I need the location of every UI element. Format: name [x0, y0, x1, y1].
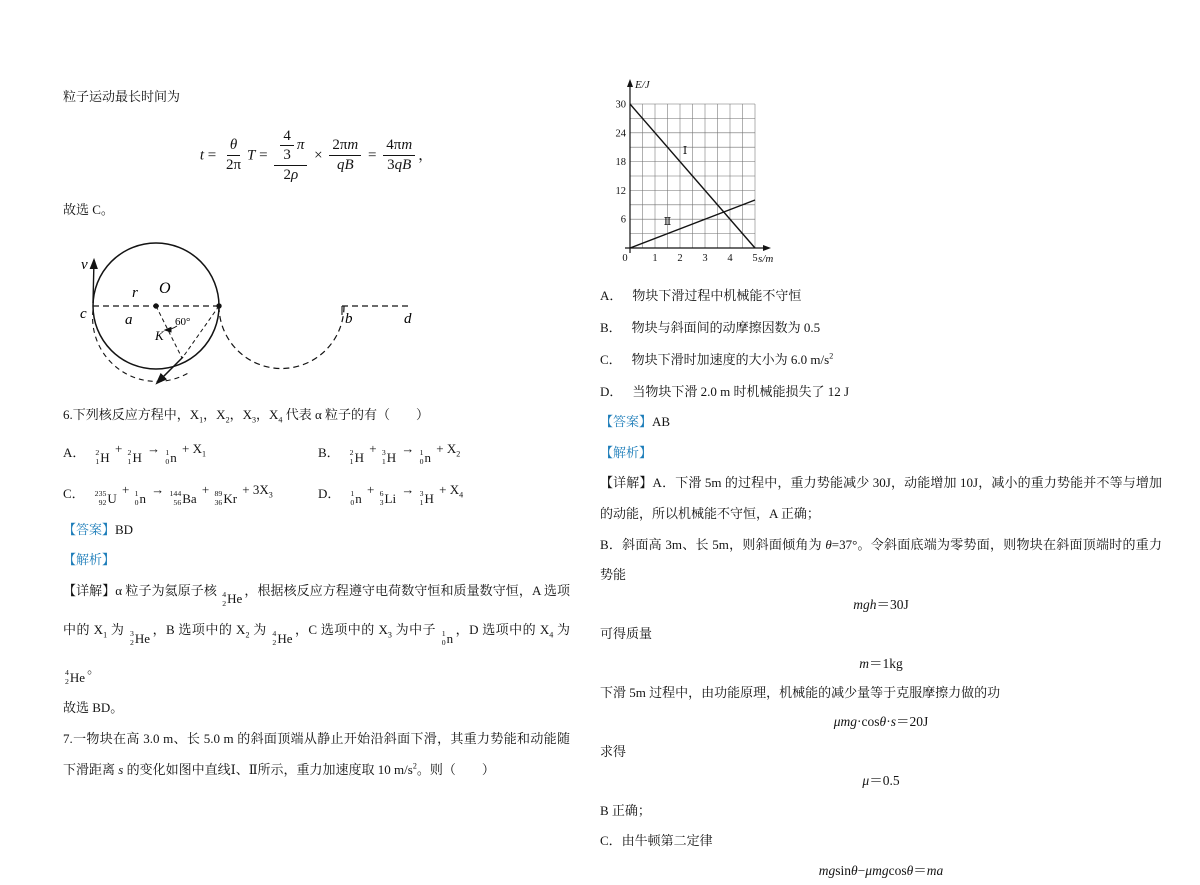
- y-axis-label: E/J: [635, 79, 650, 91]
- q7-option-b: [600, 312, 1162, 344]
- analysis-marker: 【解析】: [63, 552, 116, 568]
- label-a: a: [125, 312, 133, 329]
- option-label: C．: [600, 351, 622, 367]
- option-label: D．: [318, 486, 341, 502]
- x-axis-label: s/m: [758, 253, 774, 265]
- label-c: c: [80, 306, 87, 323]
- equation-mu: μ＝0.5: [862, 773, 900, 789]
- x-tick-label: 2: [677, 253, 683, 264]
- option-label: D．: [600, 383, 623, 399]
- label-d: d: [404, 311, 412, 328]
- choose-c-text: 故选 C。: [63, 201, 114, 217]
- answer-marker: 【答案】: [600, 414, 653, 430]
- right-column: [600, 76, 1162, 885]
- q6-option-c: [63, 474, 318, 515]
- equation-newton: mgsinθ−μmgcosθ＝ma: [818, 862, 944, 878]
- q7-options: [600, 280, 1162, 407]
- answer-value: BD: [115, 521, 134, 537]
- q7-answer-line: [600, 407, 1162, 438]
- x-axis-arrow: [763, 245, 771, 251]
- detail-text: α 粒子为氦原子核 4 2 He ，根据核反应方程遵守电荷数守恒和质量数守恒，A 选项中的 $X_1$ 为 3 2 He ，B 选项中的 $X_2$ 为 4 2 He ，C 选项中的 $X_3$ 为中子 1 0 n ，D 选项中的 $X_4$ 为 4 2 He 。: [63, 582, 571, 687]
- y-tick-label: 6: [620, 214, 626, 226]
- q6-detail: [63, 576, 570, 694]
- x-tick-label: 1: [652, 253, 658, 264]
- left-column: [63, 82, 570, 785]
- q6-stem: 6.下列核反应方程中，$X_1$，$X_2$，$X_3$，$X_4$ 代表 α 粒子的有（ ）: [63, 407, 429, 425]
- q7-stem: 7.一物块在高 3.0 m、长 5.0 m 的斜面顶端从静止开始沿斜面下滑，其重力势能和动能随下滑距离 s 的变化如图中直线Ⅰ、Ⅱ所示，重力加速度取 10 $m/s^2$。则（ ）: [63, 730, 570, 777]
- option-label: B．: [318, 445, 340, 461]
- q6-option-a: [63, 433, 318, 474]
- obtain-line: 求得: [600, 743, 627, 759]
- particle-trajectory-figure: [79, 233, 429, 398]
- option-label: C．: [63, 486, 85, 502]
- x-tick-label: 3: [702, 253, 708, 264]
- b-correct-line: B 正确；: [600, 802, 651, 818]
- option-label: A．: [600, 288, 623, 303]
- q6-option-b: [318, 433, 570, 474]
- option-label: B．: [600, 319, 622, 335]
- option-equation: 235 92 U + 1 0 n → 144 56 Ba + 89 36 Kr + $3X_3$: [94, 481, 273, 507]
- x-tick-label: 5: [752, 253, 758, 264]
- option-text: 物块下滑时加速度的大小为 6.0 $m/s^2$: [631, 351, 834, 367]
- q7-option-c: [600, 344, 1162, 376]
- right-dot: [216, 304, 221, 309]
- q7-option-d: [600, 376, 1162, 408]
- option-equation: 2 1 H + 3 1 H → 1 0 n + $X_2$: [349, 440, 461, 466]
- y-axis-arrow: [627, 79, 633, 87]
- y-tick-label: 24: [615, 128, 626, 140]
- option-text: 当物块下滑 2.0 m 时机械能损失了 12 J: [632, 383, 850, 399]
- x-tick-label: 4: [727, 253, 733, 264]
- analysis-marker: 【解析】: [600, 444, 653, 460]
- velocity-arrow: [93, 260, 94, 303]
- particle-time-text: 粒子运动最长时间为: [63, 89, 181, 104]
- y-tick-label: 18: [615, 157, 626, 169]
- q6-option-d: [318, 474, 570, 515]
- q6-analysis-line: [63, 545, 570, 576]
- q6-options: [63, 433, 570, 515]
- equation-mgh: mgh＝30J: [853, 596, 909, 612]
- y-tick-label: 30: [615, 99, 626, 111]
- q7-option-a: [600, 280, 1162, 312]
- center-dot: [153, 304, 158, 309]
- q6-answer-line: [63, 515, 570, 546]
- exit-velocity-arrow: [157, 357, 183, 383]
- q6-choose-line: 故选 BD。: [63, 700, 124, 716]
- option-text: 物块下滑过程中机械能不守恒: [632, 288, 802, 303]
- mass-line: 可得质量: [600, 626, 653, 641]
- c-line: C．由牛顿第二定律: [600, 833, 713, 849]
- option-equation: 1 0 n + 6 3 Li → 3 1 H + $X_4$: [350, 481, 464, 507]
- option-text: 物块与斜面间的动摩擦因数为 0.5: [631, 319, 821, 335]
- label-K: K: [155, 328, 164, 344]
- y-tick-label: 12: [615, 185, 626, 197]
- label-angle: 60°: [175, 316, 191, 329]
- label-b: b: [345, 311, 353, 328]
- series-label-Ⅰ: Ⅰ: [682, 144, 688, 157]
- equation-mass: m＝1kg: [859, 655, 903, 671]
- option-label: A．: [63, 445, 86, 461]
- q7-analysis-line: [600, 438, 1162, 469]
- dashed-semicircle-to-b: [219, 306, 344, 369]
- q7-detail-a: 【详解】A．下滑 5m 的过程中，重力势能减少 30J，动能增加 10J，减小的重力势能并不等与增加的动能，所以机械能不守恒，A 正确；: [600, 475, 1162, 522]
- q7-detail-b: B．斜面高 3m、长 5m，则斜面倾角为 θ=37°。令斜面底端为零势面，则物块在斜面顶端时的重力势能: [600, 536, 1162, 583]
- option-equation: 2 1 H + 2 1 H → 1 0 n + $X_1$: [95, 440, 206, 466]
- slide-line: 下滑 5m 过程中，由功能原理，机械能的减少量等于克服摩擦力做的功: [600, 684, 1001, 700]
- label-r: r: [132, 285, 138, 302]
- series-label-Ⅱ: Ⅱ: [663, 215, 672, 228]
- label-v: v: [81, 257, 88, 274]
- label-O: O: [159, 280, 171, 298]
- detail-marker: 【详解】: [63, 582, 116, 598]
- equation-friction-work: μmg·cosθ·s＝20J: [833, 714, 929, 730]
- x-tick-label: 0: [622, 253, 628, 264]
- time-formula: t = $\frac{\theta}{2\pi}$ T = $\frac{4}{3}$ π 2 ρ × 2π m qB = 4π m 3 qB ，: [199, 127, 434, 184]
- answer-marker: 【答案】: [63, 521, 116, 537]
- energy-graph: [606, 76, 786, 276]
- answer-value: AB: [652, 414, 671, 430]
